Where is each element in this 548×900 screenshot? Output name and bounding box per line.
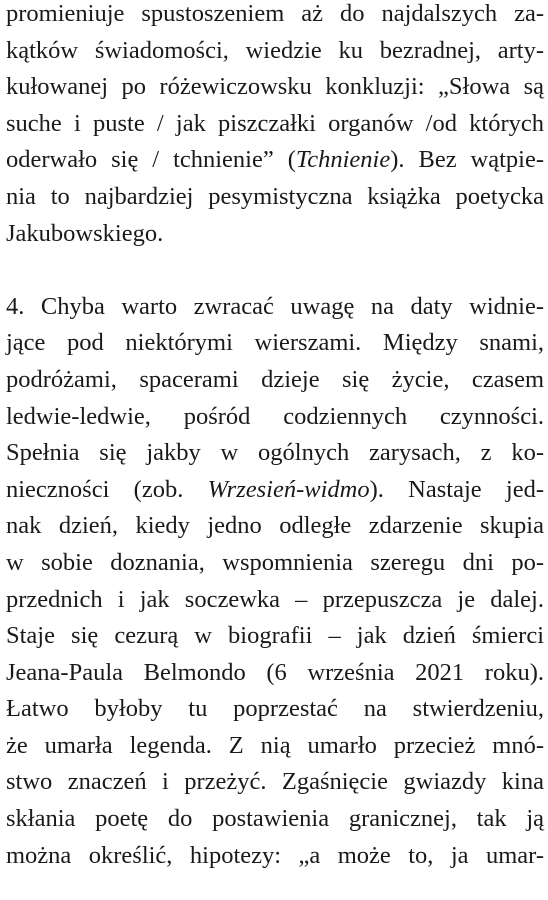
text-line: podróżami, spacerami dzieje się życie, czasem <box>6 365 544 393</box>
italic-title-tchnienie: Tchnienie <box>295 146 391 174</box>
text-line: Jeana-Paula Belmondo (6 września 2021 roku). <box>6 658 544 686</box>
text-segment: nieczności (zob. <box>6 475 208 503</box>
text-segment: ). Nastaje jed- <box>369 475 544 503</box>
text-segment: ). Bez wątpie- <box>390 146 544 174</box>
text-line: kątków świadomości, wiedzie ku bezradnej, arty- <box>6 36 544 64</box>
text-line <box>6 472 544 509</box>
text-line: w sobie doznania, wspomnienia szeregu dni po- <box>6 548 544 576</box>
text-line: kułowanej po różewiczowsku konkluzji: „Słowa są <box>6 73 544 101</box>
paragraph-conclusion <box>6 0 544 252</box>
text-line: można określić, hipotezy: „a może to, ja umar- <box>6 841 544 869</box>
text-segment: oderwało się / tchnienie” ( <box>6 146 296 174</box>
paragraph-spacer <box>6 252 544 289</box>
text-line: Jakubowskiego. <box>6 219 164 247</box>
text-line: suche i puste / jak piszczałki organów /od których <box>6 109 544 137</box>
paragraph-numbered-4 <box>6 289 544 875</box>
text-line: przednich i jak soczewka – przepuszcza je dalej. <box>6 585 544 613</box>
text-line: promieniuje spustoszeniem aż do najdalszych za- <box>6 0 544 27</box>
text-line: 4. Chyba warto zwracać uwagę na daty widnie- <box>6 292 544 320</box>
text-line: stwo znaczeń i przeżyć. Zgaśnięcie gwiazdy kina <box>6 768 544 796</box>
text-line: skłania poetę do postawienia granicznej, tak ją <box>6 805 544 833</box>
text-line: Łatwo byłoby tu poprzestać na stwierdzeniu, <box>6 695 544 723</box>
text-line: Spełnia się jakby w ogólnych zarysach, z ko- <box>6 439 544 467</box>
text-line: że umarła legenda. Z nią umarło przecież mnó- <box>6 731 544 759</box>
text-line: nia to najbardziej pesymistyczna książka poetycka <box>6 182 544 210</box>
text-line: Staje się cezurą w biografii – jak dzień śmierci <box>6 622 544 650</box>
text-line: nak dzień, kiedy jedno odległe zdarzenie skupia <box>6 512 544 540</box>
italic-title-wrzesien-widmo: Wrzesień-widmo <box>207 475 370 503</box>
text-line: jące pod niektórymi wierszami. Między snami, <box>6 329 544 357</box>
text-line <box>6 142 544 179</box>
text-line: ledwie-ledwie, pośród codziennych czynności. <box>6 402 544 430</box>
